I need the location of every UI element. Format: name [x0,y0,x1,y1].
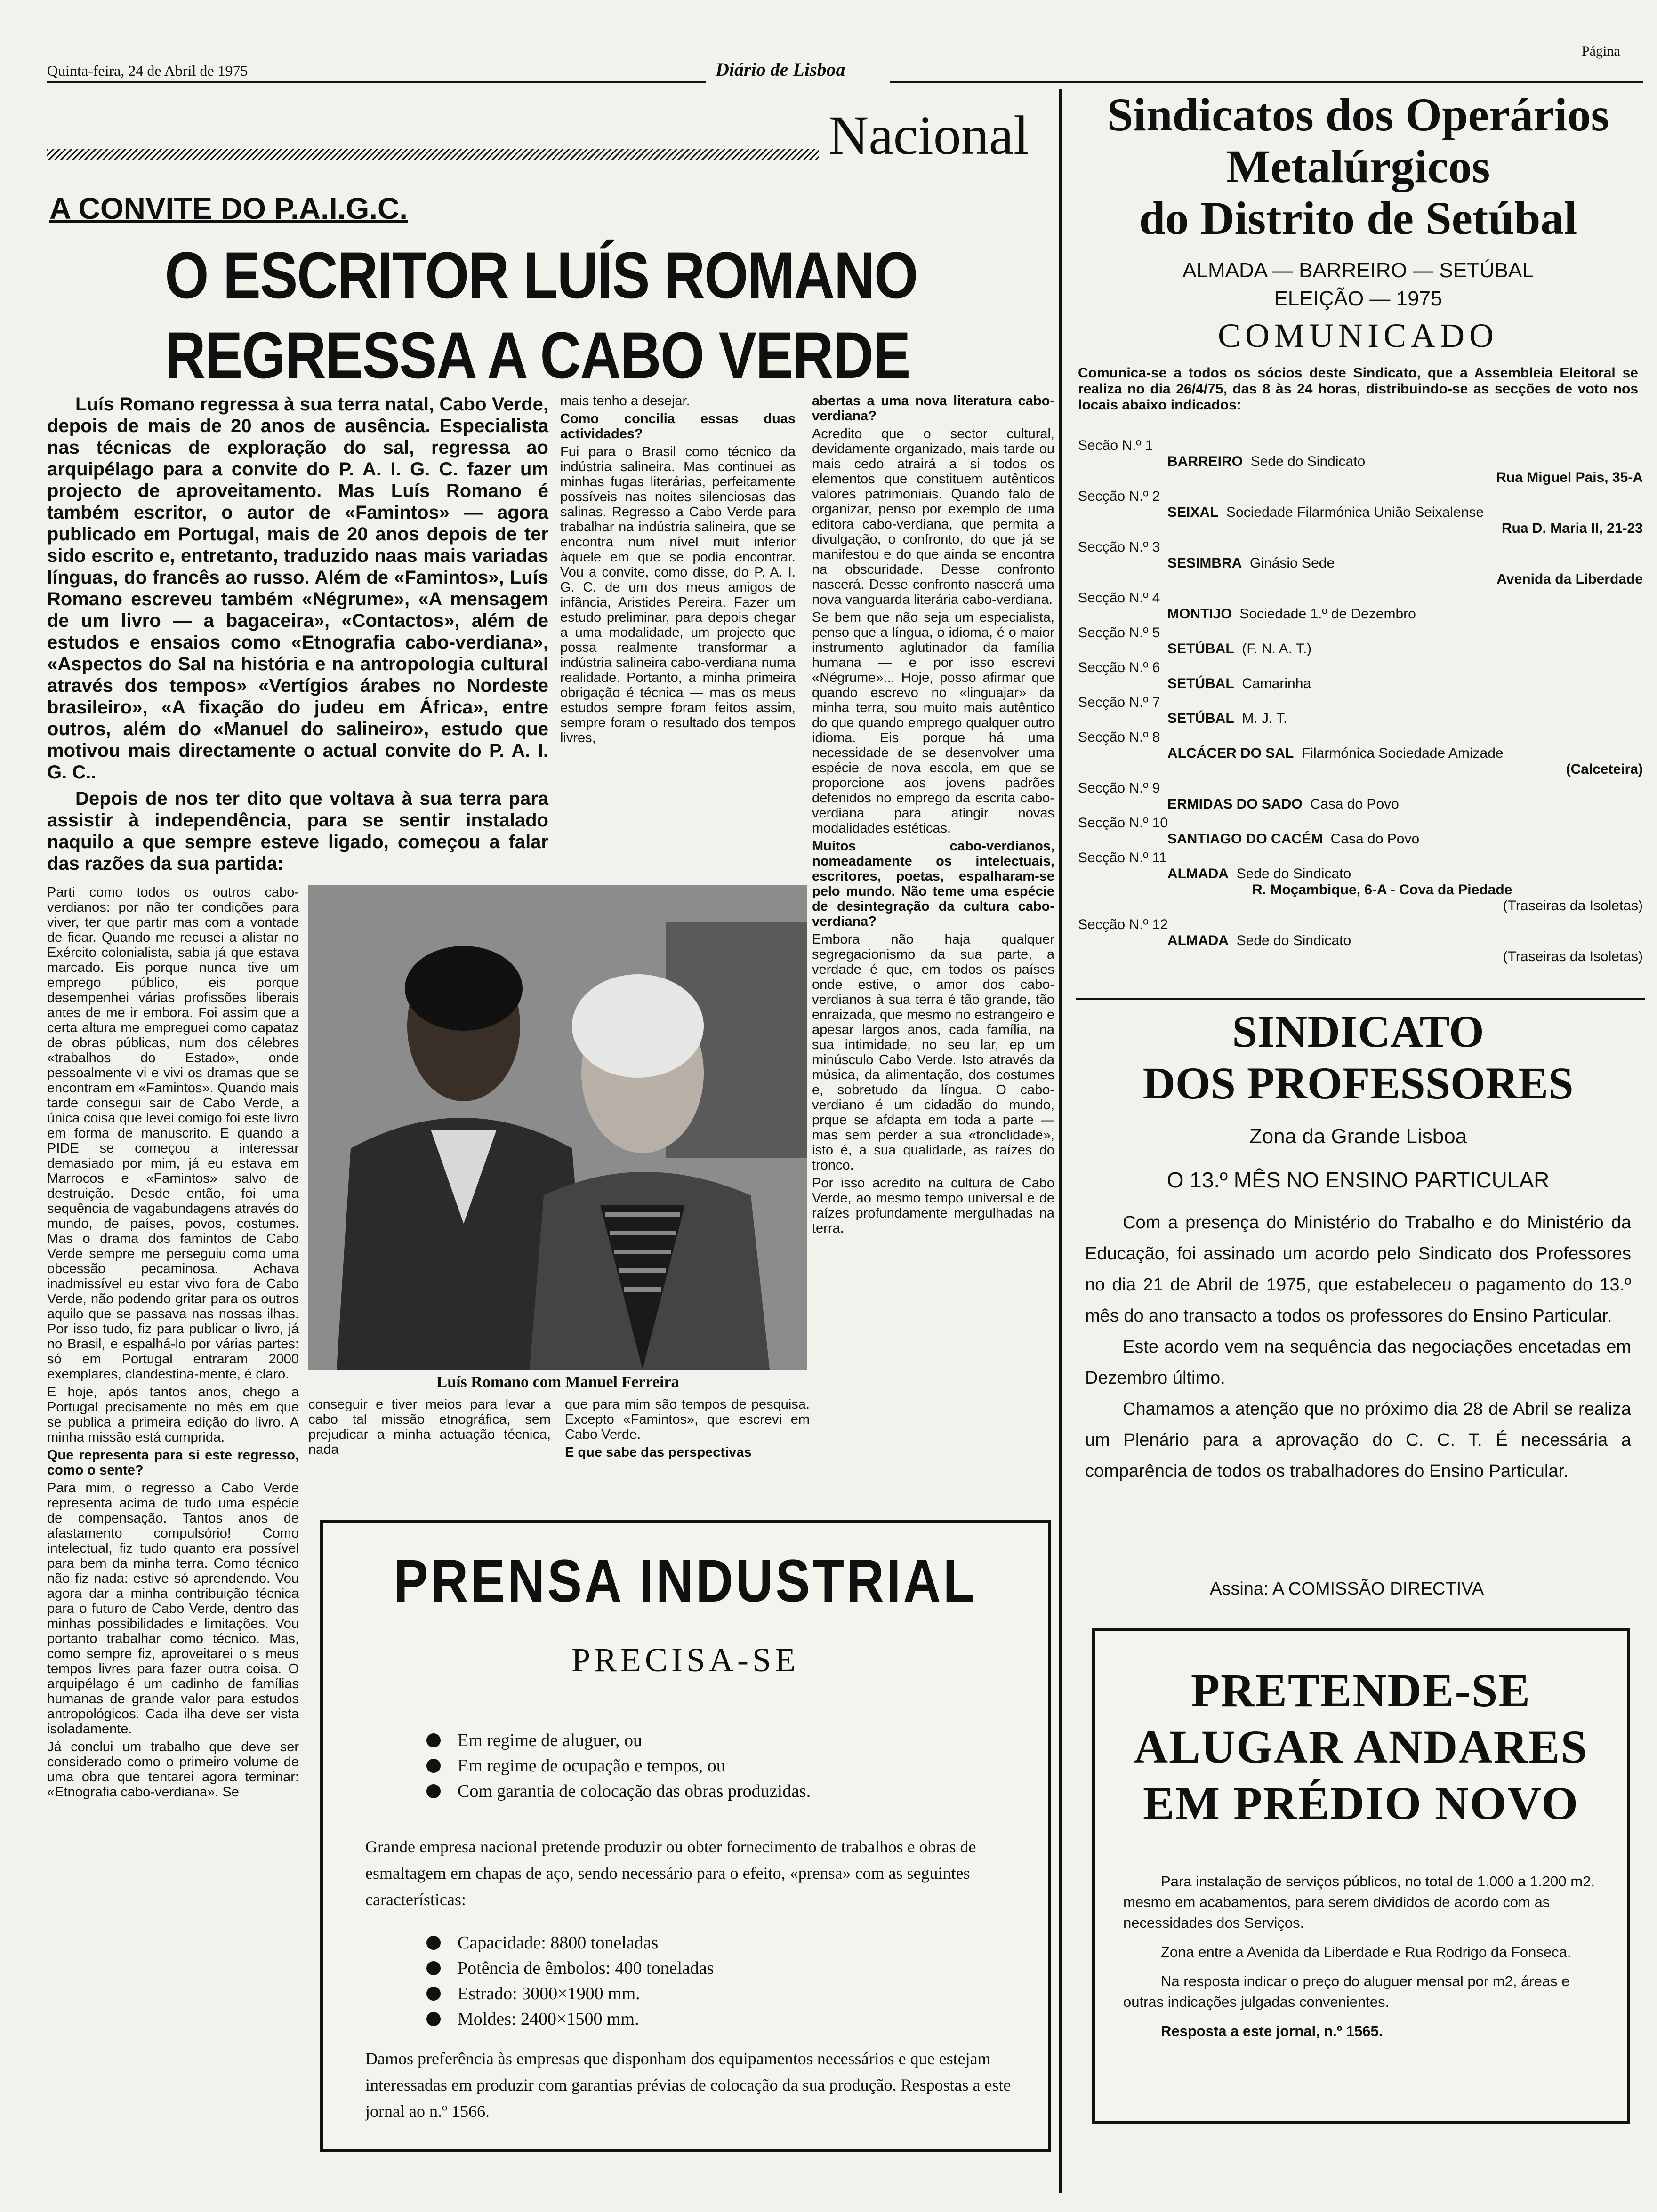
bullet-icon [426,2012,441,2026]
article-paragraph: Por isso acredito na cultura de Cabo Verde, ao mesmo tempo universal e de raízes profundamente mergulhadas na terra. [812,1176,1054,1236]
prensa-ad [320,1520,1051,2152]
below-photo-column-a [308,1397,551,1460]
metal-intro: Comunica-se a todos os sócios deste Sindicato, que a Assembleia Eleitoral se realiza no dia 26/4/75, das 8 às 24 horas, distribuindo-se as secções de voto nos locais abaixo indicados: [1078,365,1638,413]
article-paragraph: Acredito que o sector cultural, devidamente organizado, mais tarde ou mais cedo atrairá a si todos os elementos que constituem autênticos valores patrimoniais. Quando falo de organizar, penso por exemplo de uma editora cabo-verdiana, que permita a divulgação, o confronto, do que já se manifestou e do que ainda se encontra na obscuridade. Desse confronto nascerá. Desse confronto nascerá uma nova vanguarda literária cabo-verdiana. [812,426,1054,607]
prof-body [1085,1207,1631,1487]
article-lead [47,393,548,879]
paper-name: Diário de Lisboa [716,59,845,80]
article-paragraph: Fui para o Brasil como técnico da indústria salineira. Mas continuei as minhas fugas literárias, perfeitamente possíveis nas noites silenciosas das salinas. Regresso a Cabo Verde para trabalhar na indústria salineira, que se encontra num nível muit inferior àquele em que se podia encontrar. Vou a convite, como disse, do P. A. I. G. C. de um dos meus amigos de infância, Aristides Pereira. Fazer um estudo preliminar, para depois chegar a uma modalidade, um projecto que possa realmente transformar a indústria salineira cabo-verdiana numa realidade. Portanto, a minha primeira obrigação é técnica — mas os meus estudos sempre foram feitos assim, sempre foram o resultado dos tempos livres, [560,444,796,745]
column-divider [1059,89,1062,2193]
voting-section: Secção N.º 5 SETÚBAL (F. N. A. T.) [1078,625,1312,657]
metal-title-2: Metalúrgicos [1226,140,1490,192]
rent-title-2: ALUGAR ANDARES [1134,1721,1588,1773]
rent-paragraph: Zona entre a Avenida da Liberdade e Rua Rodrigo da Fonseca. [1161,1944,1571,1960]
rent-paragraph: Na resposta indicar o preço do aluguer mensal por m2, áreas e outras indicações julgadas convenientes. [1123,1973,1570,2010]
prof-paragraph: Este acordo vem na sequência das negociações encetadas em Dezembro último. [1085,1337,1631,1388]
bullet-icon [426,1936,441,1950]
article-headline-2: REGRESSA A CABO VERDE [165,318,910,392]
voting-section: Secção N.º 6 SETÚBAL Camarinha [1078,660,1311,691]
voting-section: Secção N.º 10 SANTIAGO DO CACÉM Casa do Povo [1078,815,1420,847]
prensa-option: Com garantia de colocação das obras produzidas. [426,1781,991,1802]
prof-paragraph: Chamamos a atenção que no próximo dia 28 de Abril se realiza um Plenário para a aprovação do C. C. T. É necessária a comparência de todos os trabalhadores do Ensino Particular. [1085,1399,1631,1481]
voting-section: Secção N.º 11 ALMADA Sede do Sindicato R. Moçambique, 6-A - Cova da Piedade (Traseiras da Isoletas) [1078,850,1643,914]
voting-section: Secção N.º 4 MONTIJO Sociedade 1.º de Dezembro [1078,590,1416,622]
prensa-option: Em regime de aluguer, ou [426,1730,991,1751]
prensa-subtitle: PRECISA-SE [571,1641,800,1679]
interview-question: E que sabe das perspectivas [565,1445,752,1460]
bullet-icon [426,1733,441,1747]
prensa-footer: Damos preferência às empresas que disponham dos equipamentos necessários e que estejam interessadas em produzir com garantias prévias de colocação da sua produção. Respostas a este jornal ao n.º 1566. [365,2049,1011,2121]
prensa-options [426,1730,991,1806]
bullet-icon [426,1987,441,2001]
prof-paragraph: Com a presença do Ministério do Trabalho e do Ministério da Educação, foi assinado um acordo pelo Sindicato dos Professores no dia 21 de Abril de 1975, que estabeleceu o pagamento do 13.º mês do ano transacto a todos os professores do Ensino Particular. [1085,1213,1631,1326]
masthead-rule-left [47,81,706,83]
lead-paragraph: Luís Romano regressa à sua terra natal, Cabo Verde, depois de mais de 20 anos de ausência. Especialista nas técnicas de exploração do sal, regressa ao arquipélago para a convite do P. A. I. G. C. fazer um projecto de aproveitamento. Mas Luís Romano é também escritor, o autor de «Famintos» — agora publicado em Portugal, mais de 20 anos depois de ter sido escrito e, entretanto, traduzido naas mais variadas línguas, do francês ao russo. Além de «Famintos», Luís Romano escreveu também «Négrume», «A mensagem de um livro — a bagaceira», «Contactos», além de estudos e ensaios como «Etnografia cabo-verdiana», «Aspectos do Sal na história e na antropologia cultural através dos tempos» «Vertígios árabes no Nordeste brasileiro», «A fixação do judeu em África», entre outros, além do «Manuel do salineiro», estudo que motivou mais directamente o actual convite do P. A. I. G. C.. [47,394,548,783]
voting-section: Secção N.º 2 SEIXAL Sociedade Filarmónica União Seixalense Rua D. Maria II, 21-23 [1078,489,1643,536]
masthead-rule-right [890,81,1643,83]
article-paragraph: Parti como todos os outros cabo-verdianos: por não ter condições para viver, ter que partir mas com a vontade de ficar. Quando me recusei a alistar no Exército colonialista, sabia já que estava marcado. Eis porque nunca tive um emprego público, eis porque desempenhei várias profissões liberais antes de me ir embora. Foi assim que a certa altura me empreguei como capataz de obras públicas, num dos célebres «trabalhos do Estado», onde pessoalmente vi e vivi os dramas que se encontram em «Famintos». Quando mais tarde consegui sair de Cabo Verde, a única coisa que levei comigo foi este livro em forma de manuscrito. E quando a PIDE se começou a interessar demasiado por mim, já eu estava em Marrocos e «Famintos» salvo de destruição. Desde então, foi uma sequência de vagabundagens através do mundo, de países, povos, costumes. Mas o drama dos famintos de Cabo Verde sempre me perseguiu como uma obcessão pecaminosa. Achava inadmissível eu estar vivo fora de Cabo Verde, não podendo gritar para os outros aquilo que se passava nas nossas ilhas. Por isso tudo, fiz para publicar o livro, já no Brasil, e espalhá-lo por várias partes: só em Portugal entraram 2000 exemplares, clandestina-mente, é claro. [47,885,299,1382]
article-kicker: A CONVITE DO P.A.I.G.C. [49,192,408,225]
page-label: Página [1582,43,1620,59]
prensa-spec: Moldes: 2400×1500 mm. [426,2009,991,2029]
article-paragraph: que para mim são tempos de pesquisa. Excepto «Famintos», que escrevi em Cabo Verde. [565,1397,810,1442]
article-paragraph: Embora não haja qualquer segregacionismo da sua parte, a verdade é que, em todos os países onde estive, o amor dos cabo-verdianos à sua terra é tão grande, tão enraizada, que mesmo no estrangeiro e apesar largos anos, cada família, na sua intimidade, no seu lar, ep um minúsculo Cabo Verde. Isto através da música, da alimentação, dos costumes e, sobretudo da língua. O cabo-verdiano é um cidadão do mundo, prque se afdapta em toda a parte — mas sem perder a sua «tronclidade», isto é, a sua qualidade, as raízes do tronco. [812,932,1054,1173]
below-photo-column-b [565,1397,810,1463]
voting-section: Secção N.º 7 SETÚBAL M. J. T. [1078,695,1287,726]
rent-ad [1092,1628,1630,2124]
prof-title-2: DOS PROFESSORES [1142,1058,1574,1108]
prensa-spec: Capacidade: 8800 toneladas [426,1932,991,1953]
prensa-specs [426,1932,991,2034]
prof-subtitle: O 13.º MÊS NO ENSINO PARTICULAR [1166,1168,1550,1192]
photo-figures [308,885,807,1370]
article-paragraph: Já conclui um trabalho que deve ser considerado como o primeiro volume de uma obra que tentarei agora terminar: «Etnografia cabo-verdiana». Se [47,1739,299,1800]
article-paragraph: E hoje, após tantos anos, chego a Portugal precisamente no mês em que se publica a primeira edição do livro. A minha missão está cumprida. [47,1385,299,1445]
rent-body [1123,1871,1599,2042]
article-paragraph: mais tenho a desejar. [560,393,690,409]
voting-section: Secção N.º 3 SESIMBRA Ginásio Sede Avenida da Liberdade [1078,539,1643,587]
interview-question: Que representa para si este regresso, como o sente? [47,1448,299,1478]
voting-section: Secção N.º 12 ALMADA Sede do Sindicato (Traseiras da Isoletas) [1078,917,1643,964]
voting-section: Secção N.º 9 ERMIDAS DO SADO Casa do Povo [1078,780,1399,812]
section-hatch-bar [47,149,819,160]
article-paragraph: Para mim, o regresso a Cabo Verde representa acima de tudo uma espécie de compensação. Tantos anos de afastamento compulsório! Como intelectual, fiz tudo quanto era possível para bem da minha terra. Como técnico não fiz nada: estive só aprendendo. Vou agora dar a minha contribuição técnica para o futuro de Cabo Verde, dentro das minhas possibilidades e limitações. Vou portanto trabalhar como técnico. Mas, como sempre fiz, aproveitarei o s meus tempos livres para fazer outra coisa. O arquipélago é um cadinho de famílias humanas de grande valor para estudos antropológicos. Cada ilha deve ser vista isoladamente. [47,1481,299,1737]
bullet-icon [426,1759,441,1773]
voting-section: Secção N.º 8 ALCÁCER DO SAL Filarmónica Sociedade Amizade (Calceteira) [1078,729,1643,777]
prof-zone: Zona da Grande Lisboa [1249,1125,1467,1148]
metal-title-3: do Distrito de Setúbal [1139,192,1577,244]
metal-election: ELEIÇÃO — 1975 [1274,287,1442,310]
prensa-title: PRENSA INDUSTRIAL [394,1547,977,1615]
rent-title-3: EM PRÉDIO NOVO [1143,1777,1579,1829]
lead-paragraph: Depois de nos ter dito que voltava à sua terra para assistir à independência, para se sentir instalado naquilo a que sempre esteve ligado, começou a falar das razões da sua partida: [47,788,548,874]
prensa-spec: Estrado: 3000×1900 mm. [426,1983,991,2004]
bullet-icon [426,1961,441,1975]
article-paragraph: Se bem que não seja um especialista, penso que a língua, o idioma, é o maior instrumento aglutinador da família humana — e por isso escrevi «Négrume»... Hoje, posso afirmar que quando escrevo no «linguajar» da minha terra, sou muito mais autêntico do que quando emprego qualquer outro idioma. Eis porque há uma necessidade de se desenvolver uma espécie de nova escola, em que se proporcione aos jovens padrões defenidos no emprego da escrita cabo-verdiana para atingir novas modalidades estéticas. [812,610,1054,836]
article-photo [308,885,807,1370]
article-headline-1: O ESCRITOR LUÍS ROMANO [165,238,917,312]
rent-paragraph: Resposta a este jornal, n.º 1565. [1161,2023,1383,2039]
rent-title-1: PRETENDE-SE [1190,1664,1531,1716]
metal-cities: ALMADA — BARREIRO — SETÚBAL [1182,259,1534,282]
interview-question: Como concilia essas duas actividades? [560,411,796,441]
interview-question: Muitos cabo-verdianos, nomeadamente os intelectuais, escritores, poetas, espalharam-se pelo mundo. Não teme uma espécie de desintegração da cultura cabo-verdiana? [812,839,1054,929]
prensa-spec: Potência de êmbolos: 400 toneladas [426,1958,991,1979]
metal-sections [1078,438,1643,968]
rent-paragraph: Para instalação de serviços públicos, no total de 1.000 a 1.200 m2, mesmo em acabamentos, para serem divididos de acordo com as necessidades dos Serviços. [1123,1873,1595,1931]
metal-comunicado: COMUNICADO [1217,317,1499,354]
article-column-3 [812,393,1054,1239]
section-title: Nacional [828,104,1029,166]
article-column-1 [47,885,299,1803]
prof-signature: Assina: A COMISSÃO DIRECTIVA [1210,1579,1484,1599]
photo-caption: Luís Romano com Manuel Ferreira [436,1373,679,1391]
prof-title-1: SINDICATO [1232,1006,1484,1057]
prensa-description: Grande empresa nacional pretende produzir ou obter fornecimento de trabalhos e obras de esmaltagem em chapas de aço, sendo necessário para o efeito, «prensa» com as seguintes características: [365,1837,976,1909]
metal-title-1: Sindicatos dos Operários [1107,88,1609,141]
voting-section: Secão N.º 1 BARREIRO Sede do Sindicato Rua Miguel Pais, 35-A [1078,438,1643,485]
bullet-icon [426,1784,441,1798]
article-column-2 [560,393,796,748]
interview-question: abertas a uma nova literatura cabo-verdiana? [812,393,1054,424]
metal-divider [1076,998,1645,1000]
issue-date: Quinta-feira, 24 de Abril de 1975 [47,62,248,79]
prensa-option: Em regime de ocupação e tempos, ou [426,1755,991,1776]
article-paragraph: conseguir e tiver meios para levar a cabo tal missão etnográfica, sem prejudicar a minha actuação técnica, nada [308,1397,551,1457]
